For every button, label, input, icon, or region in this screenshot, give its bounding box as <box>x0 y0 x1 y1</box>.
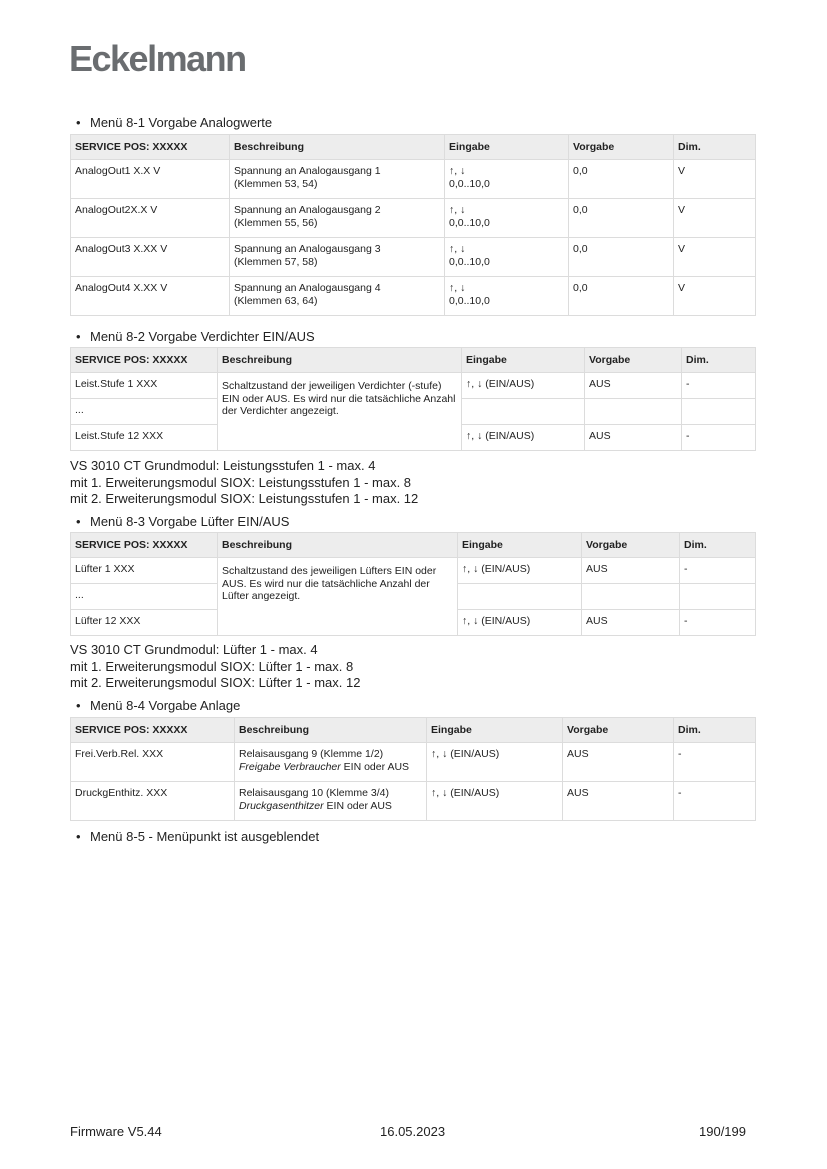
footer-page-number: 190/199 <box>699 1124 746 1139</box>
module-note: mit 1. Erweiterungsmodul SIOX: Leistungsstufen 1 - max. 8 <box>70 474 412 490</box>
merged-description-cell: Schaltzustand der jeweiligen Verdichter (-stufe) EIN oder AUS. Es wird nur die tatsächliche Anzahl der Verdichter angezeigt. <box>218 373 462 451</box>
table-row <box>71 238 756 277</box>
table-cell: AUS <box>585 425 682 451</box>
column-header: Dim. <box>682 348 756 373</box>
table-cell: V <box>674 160 756 199</box>
table-cell: V <box>674 277 756 316</box>
table-cell <box>458 584 582 610</box>
footer-firmware: Firmware V5.44 <box>70 1124 162 1139</box>
table-cell: ↑, ↓ (EIN/AUS) <box>462 373 585 399</box>
section-heading-text: Menü 8-4 Vorgabe Anlage <box>90 698 241 713</box>
table-cell: AUS <box>563 743 674 782</box>
bullet-icon: • <box>76 698 81 713</box>
column-header: Vorgabe <box>582 533 680 558</box>
table-cell: AUS <box>582 558 680 584</box>
column-header: SERVICE POS: XXXXX <box>71 533 218 558</box>
table-cell <box>230 160 445 199</box>
section-heading <box>76 329 315 344</box>
cell-line: ↑, ↓ <box>449 282 466 294</box>
column-header: SERVICE POS: XXXXX <box>71 135 230 160</box>
table-cell: Frei.Verb.Rel. XXX <box>71 743 235 782</box>
column-header: Eingabe <box>458 533 582 558</box>
cell-text: EIN oder AUS <box>340 760 410 773</box>
table-cell: - <box>680 558 756 584</box>
table-cell: Leist.Stufe 12 XXX <box>71 425 218 451</box>
cell-line <box>239 800 421 813</box>
column-header: SERVICE POS: XXXXX <box>71 348 218 373</box>
table-cell: ↑, ↓ (EIN/AUS) <box>462 425 585 451</box>
cell-line: Spannung an Analogausgang 2 <box>234 204 381 216</box>
table-header-row <box>71 718 756 743</box>
table-cell: - <box>682 373 756 399</box>
cell-line: ↑, ↓ <box>449 165 466 177</box>
cell-line: (Klemmen 55, 56) <box>234 216 318 229</box>
module-note: mit 2. Erweiterungsmodul SIOX: Leistungsstufen 1 - max. 12 <box>70 491 419 507</box>
table-cell <box>445 238 569 277</box>
section-heading-text: Menü 8-1 Vorgabe Analogwerte <box>90 115 273 130</box>
table-cell <box>445 160 569 199</box>
column-header: SERVICE POS: XXXXX <box>71 718 235 743</box>
cell-line: 0,0..10,0 <box>449 177 490 190</box>
section-heading-text: Menü 8-2 Vorgabe Verdichter EIN/AUS <box>90 329 315 344</box>
section-heading-text: Menü 8-3 Vorgabe Lüfter EIN/AUS <box>90 514 290 529</box>
section-heading <box>76 115 272 130</box>
table-cell: AUS <box>585 373 682 399</box>
table-cell <box>445 199 569 238</box>
table-cell <box>445 277 569 316</box>
table-header-row <box>71 533 756 558</box>
parameter-table <box>70 134 756 316</box>
merged-description-cell: Schaltzustand des jeweiligen Lüfters EIN oder AUS. Es wird nur die tatsächliche Anzahl der Lüfter angezeigt. <box>218 558 458 636</box>
table-cell: V <box>674 199 756 238</box>
table-cell: 0,0 <box>569 277 674 316</box>
table-cell: 0,0 <box>569 160 674 199</box>
table-cell: - <box>674 743 756 782</box>
table-cell: AnalogOut3 X.XX V <box>71 238 230 277</box>
cell-line: (Klemmen 63, 64) <box>234 294 318 307</box>
table-cell: AUS <box>582 610 680 636</box>
column-header: Dim. <box>674 135 756 160</box>
table-row <box>71 558 756 584</box>
table-cell <box>230 238 445 277</box>
table-cell <box>462 399 585 425</box>
table-row <box>71 373 756 399</box>
table-cell: V <box>674 238 756 277</box>
table-cell: Leist.Stufe 1 XXX <box>71 373 218 399</box>
cell-text: EIN oder AUS <box>323 799 392 812</box>
module-note: VS 3010 CT Grundmodul: Lüfter 1 - max. 4 <box>70 642 318 657</box>
bullet-icon: • <box>76 514 81 529</box>
table-cell: AnalogOut4 X.XX V <box>71 277 230 316</box>
table-cell: Lüfter 1 XXX <box>71 558 218 584</box>
cell-line: ↑, ↓ <box>449 204 466 216</box>
cell-line <box>239 761 421 774</box>
column-header: Vorgabe <box>585 348 682 373</box>
table-row <box>71 782 756 821</box>
bullet-icon: • <box>76 329 81 344</box>
cell-line: Spannung an Analogausgang 3 <box>234 243 381 255</box>
table-cell: AnalogOut1 X.X V <box>71 160 230 199</box>
column-header: Eingabe <box>427 718 563 743</box>
italic-term: Druckgasenthitzer <box>239 799 324 812</box>
table-cell <box>235 782 427 821</box>
column-header: Beschreibung <box>218 348 462 373</box>
column-header: Beschreibung <box>235 718 427 743</box>
table-cell <box>230 277 445 316</box>
cell-line: 0,0..10,0 <box>449 255 490 268</box>
module-note: mit 1. Erweiterungsmodul SIOX: Lüfter 1 - max. 8 <box>70 658 354 674</box>
table-cell: - <box>682 425 756 451</box>
bullet-icon: • <box>76 829 81 844</box>
table-cell: ↑, ↓ (EIN/AUS) <box>427 782 563 821</box>
column-header: Beschreibung <box>230 135 445 160</box>
table-row <box>71 277 756 316</box>
table-cell: AnalogOut2X.X V <box>71 199 230 238</box>
cell-line: 0,0..10,0 <box>449 216 490 229</box>
table-row <box>71 743 756 782</box>
table-header-row <box>71 135 756 160</box>
parameter-table <box>70 532 756 636</box>
table-cell <box>582 584 680 610</box>
column-header: Eingabe <box>445 135 569 160</box>
table-cell: ... <box>71 584 218 610</box>
table-header-row <box>71 348 756 373</box>
table-cell: - <box>674 782 756 821</box>
table-row <box>71 160 756 199</box>
italic-term: Freigabe Verbraucher <box>239 760 341 773</box>
column-header: Vorgabe <box>563 718 674 743</box>
bullet-icon: • <box>76 115 81 130</box>
module-note: mit 2. Erweiterungsmodul SIOX: Lüfter 1 - max. 12 <box>70 675 361 691</box>
section-heading <box>76 829 319 844</box>
cell-line: Relaisausgang 9 (Klemme 1/2) <box>239 748 384 760</box>
footer-date: 16.05.2023 <box>380 1124 446 1139</box>
parameter-table <box>70 717 756 821</box>
table-cell: - <box>680 610 756 636</box>
parameter-table <box>70 347 756 451</box>
section-heading <box>76 698 240 713</box>
column-header: Vorgabe <box>569 135 674 160</box>
table-cell: ↑, ↓ (EIN/AUS) <box>427 743 563 782</box>
cell-line: ↑, ↓ <box>449 243 466 255</box>
table-cell: AUS <box>563 782 674 821</box>
table-cell <box>680 584 756 610</box>
table-cell: 0,0 <box>569 238 674 277</box>
module-note: VS 3010 CT Grundmodul: Leistungsstufen 1 - max. 4 <box>70 458 376 473</box>
cell-line: 0,0..10,0 <box>449 294 490 307</box>
table-cell <box>235 743 427 782</box>
table-cell: 0,0 <box>569 199 674 238</box>
cell-line: Spannung an Analogausgang 4 <box>234 282 381 294</box>
column-header: Dim. <box>680 533 756 558</box>
table-cell <box>682 399 756 425</box>
table-cell: ... <box>71 399 218 425</box>
table-cell: ↑, ↓ (EIN/AUS) <box>458 558 582 584</box>
table-cell: ↑, ↓ (EIN/AUS) <box>458 610 582 636</box>
section-heading <box>76 514 289 529</box>
column-header: Beschreibung <box>218 533 458 558</box>
table-cell <box>585 399 682 425</box>
cell-line: Relaisausgang 10 (Klemme 3/4) <box>239 787 389 799</box>
column-header: Dim. <box>674 718 756 743</box>
cell-line: (Klemmen 57, 58) <box>234 255 318 268</box>
cell-line: Spannung an Analogausgang 1 <box>234 165 381 177</box>
cell-line: (Klemmen 53, 54) <box>234 177 318 190</box>
section-heading-text: Menü 8-5 - Menüpunkt ist ausgeblendet <box>90 829 320 844</box>
table-cell <box>230 199 445 238</box>
eckelmann-logo: Eckelmann <box>69 38 246 79</box>
table-cell: DruckgEnthitz. XXX <box>71 782 235 821</box>
table-row <box>71 199 756 238</box>
column-header: Eingabe <box>462 348 585 373</box>
table-cell: Lüfter 12 XXX <box>71 610 218 636</box>
